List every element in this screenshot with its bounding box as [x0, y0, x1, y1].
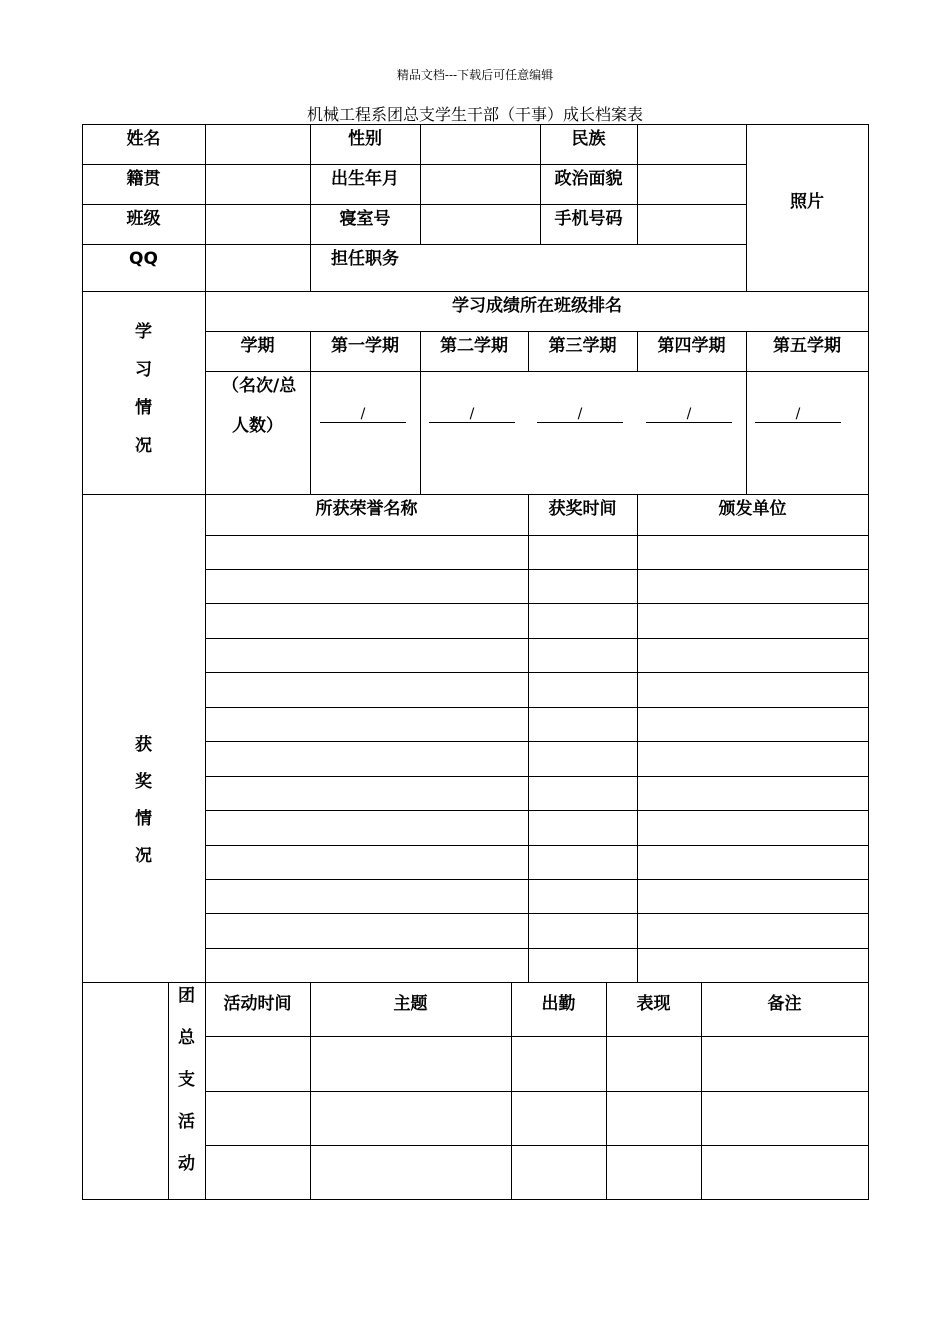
term-1: 第一学期 — [331, 336, 399, 356]
document-title: 机械工程系团总支学生干部（干事）成长档案表 — [306, 105, 643, 124]
awards-col-honor: 所获荣誉名称 — [315, 499, 418, 519]
label-photo: 照片 — [790, 192, 824, 212]
rank-blank-term-5[interactable]: / — [755, 408, 841, 423]
activities-col-time: 活动时间 — [223, 994, 292, 1014]
awards-section-label: 获 奖 情 况 — [135, 735, 152, 866]
awards-col-time: 获奖时间 — [548, 499, 617, 519]
label-birth-date: 出生年月 — [331, 169, 399, 189]
rank-note-line2: 人数） — [232, 416, 283, 436]
term-3: 第三学期 — [548, 336, 617, 356]
activities-col-remarks: 备注 — [767, 994, 802, 1014]
rank-blank-term-2[interactable]: / — [429, 408, 515, 423]
label-qq: QQ — [129, 249, 158, 269]
term-label: 学期 — [240, 336, 275, 356]
header-note: 精品文档---下载后可任意编辑 — [396, 68, 554, 82]
label-position: 担任职务 — [331, 249, 399, 269]
term-5: 第五学期 — [773, 336, 841, 356]
study-section-label: 学 习 情 况 — [135, 322, 152, 456]
activities-col-attendance: 出勤 — [541, 994, 576, 1014]
rank-blank-term-3[interactable]: / — [537, 408, 623, 423]
label-class: 班级 — [126, 209, 161, 229]
term-4: 第四学期 — [657, 336, 726, 356]
ranking-title: 学习成绩所在班级排名 — [452, 296, 622, 316]
rank-blank-term-4[interactable]: / — [646, 408, 732, 423]
activities-col-performance: 表现 — [636, 994, 671, 1014]
activities-col-topic: 主题 — [393, 994, 428, 1014]
term-2: 第二学期 — [440, 336, 508, 356]
label-native-place: 籍贯 — [126, 169, 161, 189]
label-name: 姓名 — [126, 129, 161, 149]
label-phone: 手机号码 — [554, 209, 623, 229]
label-political-status: 政治面貌 — [554, 169, 623, 189]
label-ethnicity: 民族 — [571, 129, 606, 149]
awards-col-issuer: 颁发单位 — [718, 499, 787, 519]
label-dorm: 寝室号 — [339, 209, 391, 229]
rank-note-line1: （名次/总 — [222, 376, 297, 396]
rank-blank-term-1[interactable]: / — [320, 408, 406, 423]
label-gender: 性别 — [348, 129, 382, 149]
activities-section-label: 团 总 支 活 动 — [178, 986, 195, 1174]
